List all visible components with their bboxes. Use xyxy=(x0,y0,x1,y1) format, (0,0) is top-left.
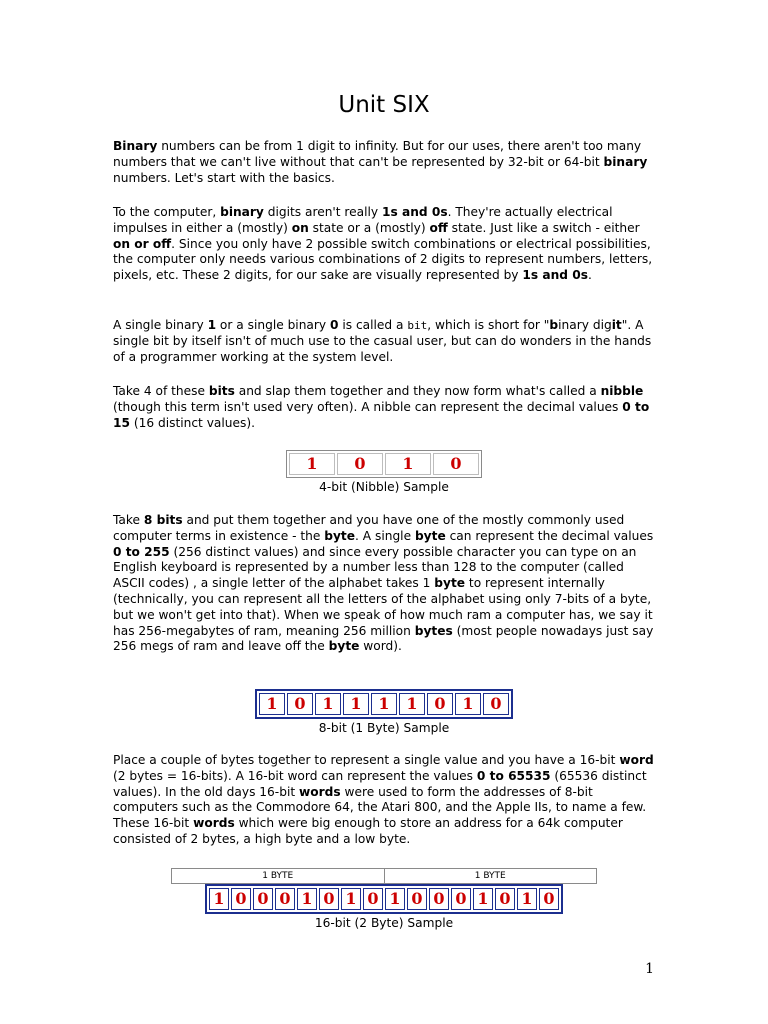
bit-cell: 1 xyxy=(343,693,369,715)
text: . A single xyxy=(355,528,415,543)
bit-cell: 0 xyxy=(451,888,471,910)
bit-cell: 0 xyxy=(253,888,273,910)
text: word). xyxy=(359,639,402,654)
byte-header: 1 BYTE xyxy=(474,871,506,881)
bold-text: Binary xyxy=(113,139,158,153)
text: inary dig xyxy=(558,318,612,332)
bold-text: 1 xyxy=(207,318,217,332)
bold-text: 0 to 15 xyxy=(113,399,650,430)
nibble-caption: 4-bit (Nibble) Sample xyxy=(319,480,449,494)
bold-text: on xyxy=(291,220,309,235)
bold-text: binary xyxy=(603,154,648,169)
bit-cell: 1 xyxy=(473,888,493,910)
bold-text: it xyxy=(611,318,622,332)
text: which were big enough to store an address for a 64k computer consisted of 2 bytes, a high byte and a low byte. xyxy=(113,816,623,846)
bit-cell: 1 xyxy=(297,888,317,910)
text: can represent the decimal values xyxy=(445,528,654,543)
bold-text: on or off xyxy=(113,236,172,251)
bit-cell: 0 xyxy=(433,453,479,475)
text: (256 distinct values) and since every possible character you can type on an English keyboard is represented by a number less than 128 to the computer (called ASCII codes) , a single letter of the alphabet takes 1 xyxy=(113,544,637,591)
text: state or a (mostly) xyxy=(308,220,430,235)
paragraph-bit xyxy=(113,318,658,365)
byte-sample xyxy=(0,689,768,735)
text: (65536 distinct values). In the old days 16-bit xyxy=(113,768,647,799)
text: , which is short for " xyxy=(427,318,550,332)
bold-text: 0 xyxy=(330,318,339,332)
text: (though this term isn't used very often). A nibble can represent the decimal values xyxy=(113,399,623,414)
text: digits aren't really xyxy=(263,205,383,219)
nibble-sample xyxy=(0,450,768,494)
byte-bit-table xyxy=(255,689,513,719)
bit-cell: 1 xyxy=(371,693,397,715)
bit-cell: 0 xyxy=(495,888,515,910)
bit-cell: 0 xyxy=(407,888,427,910)
paragraph-word xyxy=(113,753,658,848)
bit-cell: 0 xyxy=(539,888,559,910)
word-bit-table xyxy=(205,884,563,914)
bold-text: 0 to 255 xyxy=(113,544,170,559)
bit-cell: 1 xyxy=(341,888,361,910)
nibble-bit-table xyxy=(286,450,482,478)
text: . Since you only have 2 possible switch combinations or electrical possibilities, the computer only needs various combinations of 2 digits to represent numbers, letters, pixels, etc. These 2 digits, for our sake are visually represented by xyxy=(113,236,653,283)
bit-cell: 0 xyxy=(319,888,339,910)
bit-cell: 0 xyxy=(427,693,453,715)
text: numbers. Let's start with the basics. xyxy=(113,170,335,185)
text: or a single binary xyxy=(216,318,330,332)
bold-text: bits xyxy=(208,384,235,398)
text: Take xyxy=(113,513,144,527)
bold-text: b xyxy=(549,318,559,332)
bold-text: nibble xyxy=(600,384,644,398)
bit-cell: 0 xyxy=(287,693,313,715)
word-sample xyxy=(0,868,768,930)
paragraph-electrical xyxy=(113,205,658,284)
bit-cell: 0 xyxy=(363,888,383,910)
text: and put them together and you have one of the mostly commonly used computer terms in existence - the xyxy=(113,513,625,543)
text: and slap them together and they now form what's called a xyxy=(234,384,601,398)
bold-text: binary xyxy=(220,205,264,219)
bold-text: byte xyxy=(414,528,446,543)
text: Take 4 of these xyxy=(113,384,209,398)
byte-caption: 8-bit (1 Byte) Sample xyxy=(318,721,450,735)
text: ". A single bit by itself isn't of much use to the casual user, but can do wonders in the hands of a programmer working at the system level. xyxy=(113,318,652,364)
bold-text: byte xyxy=(328,639,360,654)
text: state. Just like a switch - either xyxy=(447,220,640,235)
bit-cell: 0 xyxy=(231,888,251,910)
bit-cell: 0 xyxy=(275,888,295,910)
bit-cell: 1 xyxy=(315,693,341,715)
bit-cell: 0 xyxy=(337,453,383,475)
page-number: 1 xyxy=(645,961,654,977)
bit-cell: 1 xyxy=(259,693,285,715)
byte-headers xyxy=(171,868,597,884)
bit-cell: 1 xyxy=(399,693,425,715)
bold-text: words xyxy=(193,816,235,831)
text: To the computer, xyxy=(113,205,221,219)
bit-cell: 1 xyxy=(209,888,229,910)
bit-cell: 1 xyxy=(385,453,431,475)
text: . xyxy=(588,268,592,283)
bold-text: 1s and 0s xyxy=(382,205,448,219)
paragraph-byte xyxy=(113,513,658,655)
bold-text: byte xyxy=(324,528,356,543)
bit-cell: 0 xyxy=(483,693,509,715)
bit-cell: 1 xyxy=(289,453,335,475)
bold-text: word xyxy=(619,753,654,767)
bold-text: 1s and 0s xyxy=(522,268,588,283)
paragraph-binary-intro xyxy=(113,139,658,186)
text: A single binary xyxy=(113,318,208,332)
byte-header: 1 BYTE xyxy=(172,869,385,883)
text: . They're actually electrical impulses in either a (mostly) xyxy=(113,205,613,235)
bit-cell: 1 xyxy=(385,888,405,910)
text: (most people nowadays just say 256 megs of ram and leave off the xyxy=(113,623,654,654)
bold-text: words xyxy=(298,784,341,799)
bold-text: 8 bits xyxy=(143,513,183,527)
bold-text: bytes xyxy=(414,623,453,638)
text: Place a couple of bytes together to represent a single value and you have a 16-bit xyxy=(113,753,620,767)
bold-text: 0 to 65535 xyxy=(476,768,551,783)
page-title: Unit SIX xyxy=(338,92,430,118)
code-text: bit xyxy=(407,319,428,332)
text: is called a xyxy=(338,318,408,332)
text: were used to form the addresses of 8-bit computers such as the Commodore 64, the Atari 800, and the Apple IIs, to name a few. These 16-bit xyxy=(113,784,647,831)
text: to represent internally (technically, you can represent all the letters of the alphabet using only 7-bits of a byte, but we won't get into that). When we speak of how much ram a computer has, we say it has 256-megabytes of ram, meaning 256 million xyxy=(113,576,653,638)
word-caption: 16-bit (2 Byte) Sample xyxy=(314,916,454,930)
bit-cell: 0 xyxy=(429,888,449,910)
paragraph-nibble xyxy=(113,384,658,431)
text: numbers can be from 1 digit to infinity. But for our uses, there aren't too many numbers that we can't live without that can't be represented by 32-bit or 64-bit xyxy=(113,139,642,169)
bold-text: off xyxy=(429,220,448,235)
bold-text: byte xyxy=(434,576,466,591)
bit-cell: 1 xyxy=(455,693,481,715)
bit-cell: 1 xyxy=(517,888,537,910)
text: (16 distinct values). xyxy=(129,415,255,430)
text: (2 bytes = 16-bits). A 16-bit word can represent the values xyxy=(113,768,477,783)
